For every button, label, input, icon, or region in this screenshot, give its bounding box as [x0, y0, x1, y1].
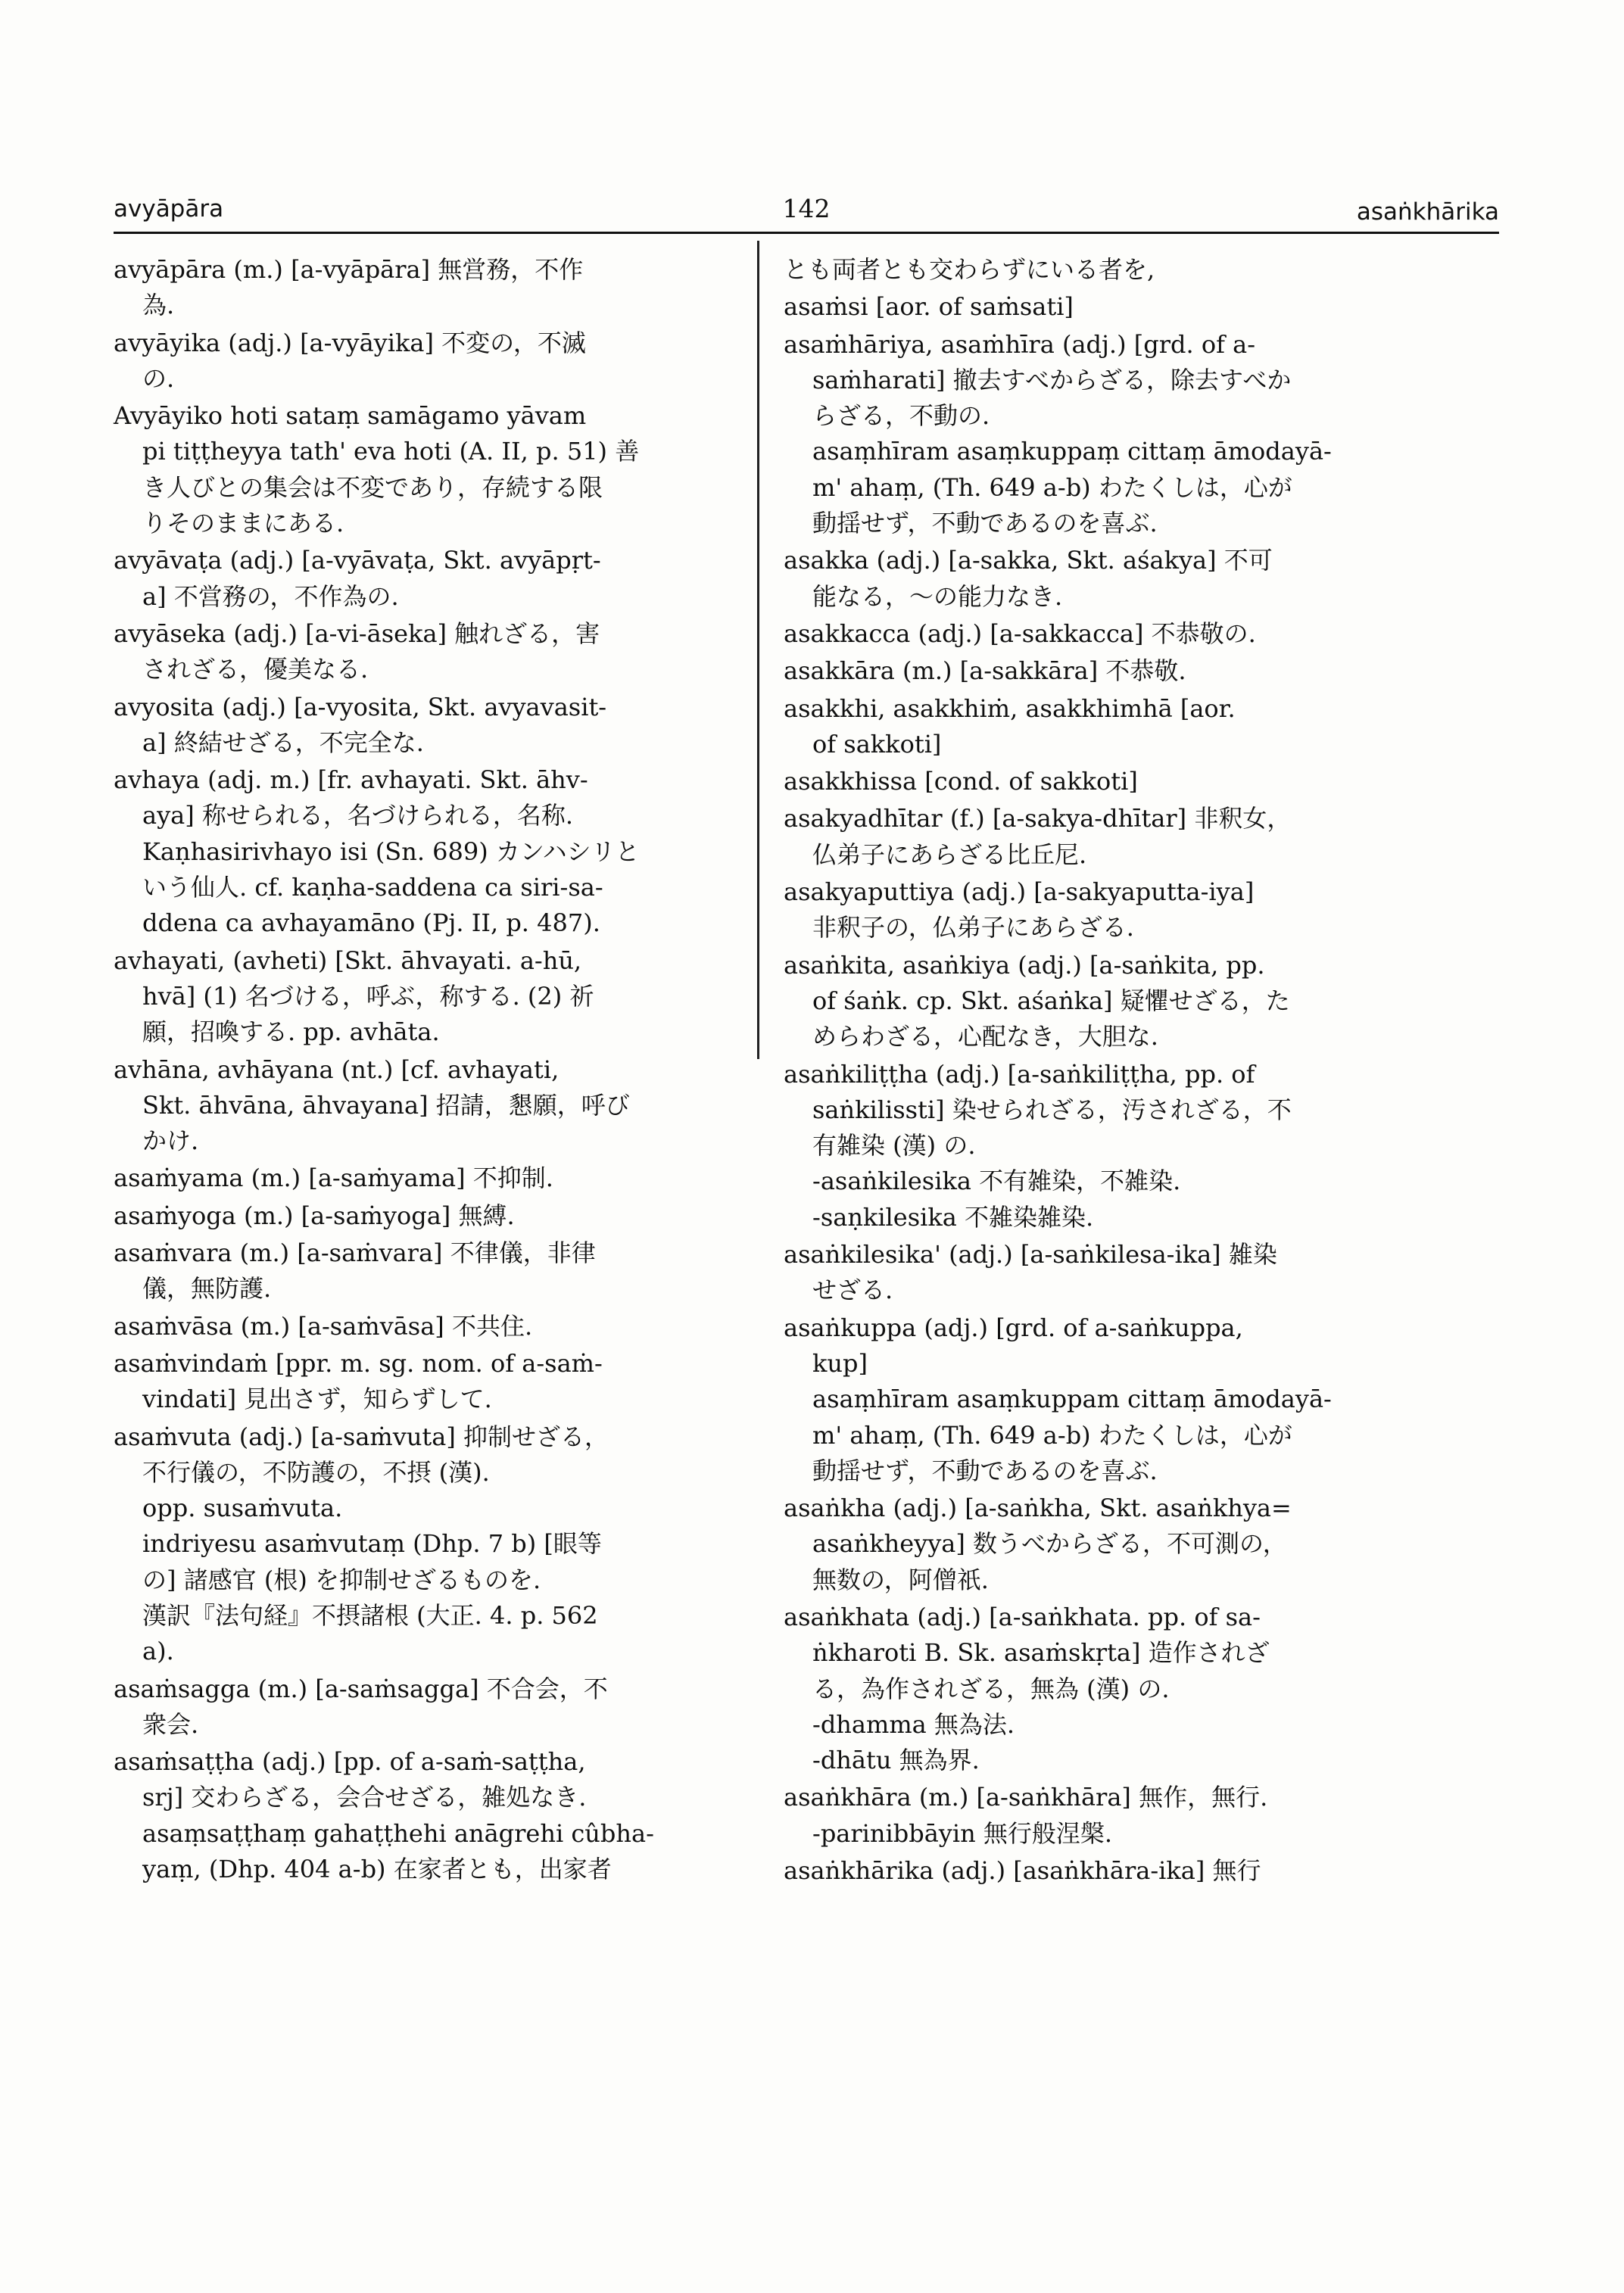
dictionary-entry [114, 543, 727, 615]
entry-continuation: -dhamma 無為法. [812, 1709, 1015, 1739]
entry-headline: とも両者とも交わらずにいる者を, [784, 255, 1155, 284]
entry-continuation: yaṃ, (Dhp. 404 a-b) 在家者とも，出家者 [142, 1855, 612, 1884]
entry-continuation: ṅkharoti B. Sk. asaṁskṛta] 造作されざ [812, 1638, 1270, 1668]
entry-continuation: of sakkoti] [812, 729, 942, 759]
entry-continuation: めらわざる，心配なき，大胆な. [812, 1022, 1158, 1051]
entry-continuation: kup] [812, 1348, 868, 1378]
dictionary-entry [784, 1853, 1386, 1889]
entry-continuation: 願，招喚する. pp. avhāta. [142, 1017, 440, 1047]
entry-headline: asaṁyoga (m.) [a-saṁyoga] 無縛. [114, 1201, 515, 1230]
entry-continuation: ddena ca avhayamāno (Pj. II, p. 487). [142, 908, 600, 938]
entry-continuation: vindati] 見出さず，知らずして. [142, 1385, 492, 1414]
entry-continuation: かけ. [142, 1126, 199, 1156]
entry-continuation: asaṃsaṭṭhaṃ gahaṭṭhehi anāgrehi cûbha- [142, 1818, 654, 1848]
dictionary-entry [784, 1780, 1386, 1852]
entry-headline: avhayati, (avheti) [Skt. āhvayati. a-hū, [114, 946, 582, 975]
entry-continuation: 仏弟子にあらざる比丘尼. [812, 840, 1087, 869]
entry-continuation: 有雑染 (漢) の. [812, 1131, 976, 1161]
entry-headline: asaṁvuta (adj.) [a-saṁvuta] 抑制せざる， [114, 1422, 609, 1451]
entry-headline: Avyāyiko hoti sataṃ samāgamo yāvam [114, 401, 587, 431]
dictionary-entry [114, 1419, 727, 1670]
entry-continuation: saṁharati] 撤去すべからざる，除去すべか [812, 365, 1292, 394]
entry-headline: avyāvaṭa (adj.) [a-vyāvaṭa, Skt. avyāpṛt- [114, 546, 601, 575]
entry-headline: asaṁvāsa (m.) [a-saṁvāsa] 不共住. [114, 1311, 533, 1341]
dictionary-entry [114, 1235, 727, 1307]
page-number: 142 [782, 194, 831, 223]
left-column [114, 252, 727, 1889]
dictionary-entry [114, 1052, 727, 1160]
entry-continuation: saṅkilissti] 染せられざる，汚されざる，不 [812, 1095, 1292, 1124]
entry-headline: avyosita (adj.) [a-vyosita, Skt. avyavasit- [114, 692, 607, 721]
entry-continuation: indriyesu asaṁvutaṃ (Dhp. 7 b) [眼等 [142, 1529, 602, 1559]
entry-continuation: 能なる，～の能力なき. [812, 581, 1063, 611]
entry-continuation: る，為作されざる，無為 (漢) の. [812, 1674, 1170, 1703]
entry-continuation: せざる. [812, 1276, 893, 1305]
entry-continuation: a). [142, 1637, 174, 1666]
dictionary-entry [114, 690, 727, 762]
dictionary-entry [784, 1057, 1386, 1235]
entry-continuation: Kaṇhasirivhayo isi (Sn. 689) カンハシリと [142, 837, 640, 866]
dictionary-entry [114, 762, 727, 941]
entry-continuation: 無数の，阿僧祇. [812, 1565, 989, 1594]
column-divider [757, 241, 759, 1059]
running-header [114, 195, 1499, 233]
dictionary-entry [784, 616, 1386, 652]
entry-headline: asaṅkhāra (m.) [a-saṅkhāra] 無作，無行. [784, 1783, 1268, 1812]
entry-continuation: m' ahaṃ, (Th. 649 a-b) わたくしは，心が [812, 1420, 1292, 1450]
dictionary-entry [784, 691, 1386, 763]
entry-continuation: りそのままにある. [142, 509, 344, 538]
dictionary-entry [784, 543, 1386, 615]
entry-headline: asakkhissa [cond. of sakkoti] [784, 767, 1138, 796]
entry-continuation: pi tiṭṭheyya tath' eva hoti (A. II, p. 51) 善 [142, 437, 640, 466]
entry-continuation: asaṃhīram asaṃkuppam cittaṃ āmodayā- [812, 1385, 1332, 1414]
entry-continuation: asaṅkheyya] 数うべからざる，不可測の， [812, 1529, 1287, 1559]
dictionary-entry [114, 943, 727, 1051]
dictionary-entry [784, 764, 1386, 799]
dictionary-entry [114, 1744, 727, 1887]
entry-continuation: m' ahaṃ, (Th. 649 a-b) わたくしは，心が [812, 472, 1292, 502]
entry-continuation: の] 諸感官 (根) を抑制せざるものを. [142, 1565, 541, 1594]
entry-continuation: -parinibbāyin 無行般涅槃. [812, 1818, 1113, 1848]
entry-continuation: 動揺せず，不動であるのを喜ぶ. [812, 1456, 1158, 1485]
entry-headline: avhaya (adj. m.) [fr. avhayati. Skt. āhv- [114, 765, 588, 795]
entry-continuation: 漢訳『法句経』不摂諸根 (大正. 4. p. 562 [142, 1600, 598, 1630]
entry-headline: asaṅkita, asaṅkiya (adj.) [a-saṅkita, pp. [784, 950, 1265, 980]
left-guide-word: avyāpāra [114, 195, 224, 223]
entry-continuation: opp. susaṁvuta. [142, 1494, 343, 1523]
entry-headline: asaṁsaṭṭha (adj.) [pp. of a-saṁ-saṭṭha, [114, 1747, 586, 1777]
entry-continuation: 為. [142, 291, 175, 320]
entry-continuation: き人びとの集会は不変であり，存続する限 [142, 472, 603, 502]
entry-continuation: -asaṅkilesika 不有雑染，不雑染. [812, 1167, 1181, 1196]
dictionary-entry [784, 289, 1386, 325]
entry-headline: asakkacca (adj.) [a-sakkacca] 不恭敬の. [784, 618, 1256, 648]
entry-headline: asaṁsi [aor. of saṁsati] [784, 292, 1074, 322]
entry-continuation: -saṇkilesika 不雑染雑染. [812, 1202, 1094, 1232]
dictionary-entry [114, 616, 727, 688]
entry-headline: asaṅkhārika (adj.) [asaṅkhāra-ika] 無行 [784, 1856, 1261, 1886]
entry-headline: asaṅkha (adj.) [a-saṅkha, Skt. asaṅkhya= [784, 1494, 1292, 1523]
entry-continuation: されざる，優美なる. [142, 655, 369, 684]
entry-continuation: of śaṅk. cp. Skt. aśaṅka] 疑懼せざる，た [812, 986, 1290, 1015]
entry-headline: asaṁvindaṁ [ppr. m. sg. nom. of a-saṁ- [114, 1348, 603, 1378]
dictionary-entry [114, 1161, 727, 1196]
entry-headline: asakkhi, asakkhiṁ, asakkhimhā [aor. [784, 693, 1236, 723]
dictionary-entry [784, 327, 1386, 542]
entry-continuation: a] 不営務の，不作為の. [142, 581, 399, 611]
entry-headline: asakyadhītar (f.) [a-sakya-dhītar] 非釈女， [784, 804, 1292, 833]
entry-continuation: 動揺せず，不動であるのを喜ぶ. [812, 509, 1158, 538]
entry-continuation: 非釈子の，仏弟子にあらざる. [812, 913, 1134, 942]
entry-headline: asaṁyama (m.) [a-saṁyama] 不抑制. [114, 1164, 553, 1193]
entry-headline: asaṅkilesika' (adj.) [a-saṅkilesa-ika] 雑染 [784, 1240, 1277, 1270]
entry-headline: asaṁvara (m.) [a-saṁvara] 不律儀，非律 [114, 1238, 596, 1268]
entry-continuation: らざる，不動の. [812, 401, 990, 431]
entry-continuation: srj] 交わらざる，会合せざる，雑処なき. [142, 1783, 587, 1812]
entry-headline: asakyaputtiya (adj.) [a-sakyaputta-iya] [784, 877, 1255, 907]
entry-continuation: 儀，無防護. [142, 1274, 272, 1304]
entry-continuation: の. [142, 363, 175, 393]
dictionary-entry [114, 398, 727, 541]
dictionary-entry [114, 1198, 727, 1234]
dictionary-entry [784, 653, 1386, 689]
entry-continuation: hvā] (1) 名づける，呼ぶ，称する. (2) 祈 [142, 981, 594, 1011]
entry-headline: asaṁhāriya, asaṁhīra (adj.) [grd. of a- [784, 329, 1256, 359]
dictionary-entry [114, 1346, 727, 1418]
dictionary-entry [114, 252, 727, 324]
dictionary-entry [114, 1309, 727, 1344]
entry-continuation: 衆会. [142, 1709, 199, 1739]
entry-headline: avyāyika (adj.) [a-vyāyika] 不変の，不滅 [114, 328, 586, 357]
entry-continuation: いう仙人. cf. kaṇha-saddena ca siri-sa- [142, 873, 603, 902]
entry-continuation: asaṃhīram asaṃkuppaṃ cittaṃ āmodayā- [812, 437, 1332, 466]
dictionary-entry [784, 948, 1386, 1055]
dictionary-entry [784, 874, 1386, 946]
entry-headline: asakka (adj.) [a-sakka, Skt. aśakya] 不可 [784, 546, 1273, 575]
entry-headline: asaṅkiliṭṭha (adj.) [a-saṅkiliṭṭha, pp. of [784, 1059, 1255, 1089]
entry-headline: avhāna, avhāyana (nt.) [cf. avhayati, [114, 1055, 560, 1084]
right-guide-word: asaṅkhārika [1356, 198, 1499, 226]
header-rule [114, 232, 1499, 234]
entry-headline: avyāpāra (m.) [a-vyāpāra] 無営務，不作 [114, 255, 584, 284]
dictionary-entry [784, 1600, 1386, 1778]
entry-continuation: a] 終結せざる，不完全な. [142, 727, 424, 757]
entry-headline: asakkāra (m.) [a-sakkāra] 不恭敬. [784, 656, 1186, 686]
entry-headline: asaṁsagga (m.) [a-saṁsagga] 不合会，不 [114, 1674, 608, 1703]
dictionary-entry [784, 1310, 1386, 1489]
entry-continuation: aya] 称せられる，名づけられる，名称. [142, 801, 574, 830]
dictionary-entry [784, 801, 1386, 873]
dictionary-entry [114, 1671, 727, 1743]
entry-headline: asaṅkuppa (adj.) [grd. of a-saṅkuppa, [784, 1313, 1243, 1342]
dictionary-entry [784, 1237, 1386, 1309]
dictionary-entry [784, 252, 1386, 288]
entry-headline: avyāseka (adj.) [a-vi-āseka] 触れざる，害 [114, 618, 600, 648]
entry-continuation: 不行儀の，不防護の，不摂 (漢). [142, 1457, 490, 1487]
entry-headline: asaṅkhata (adj.) [a-saṅkhata. pp. of sa- [784, 1602, 1261, 1631]
dictionary-entry [114, 326, 727, 397]
dictionary-entry [784, 1491, 1386, 1598]
right-column [784, 252, 1386, 1890]
entry-continuation: -dhātu 無為界. [812, 1746, 980, 1775]
entry-continuation: Skt. āhvāna, āhvayana] 招請，懇願，呼び [142, 1090, 630, 1120]
